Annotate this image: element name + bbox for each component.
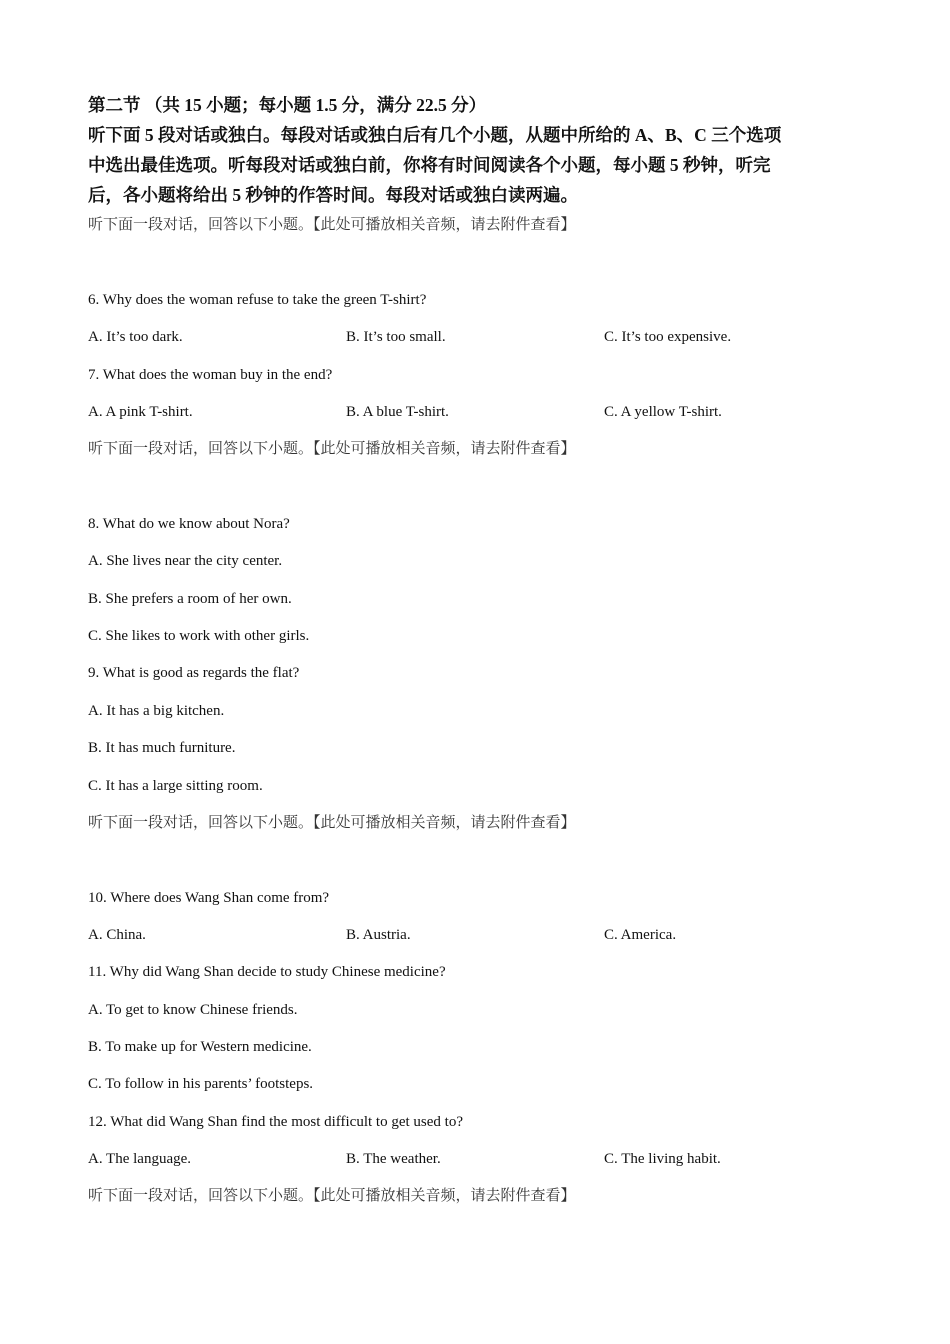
question-7-option-a: A. A pink T-shirt. — [88, 404, 193, 420]
question-10-option-c: C. America. — [604, 927, 677, 943]
question-12-option-c: C. The living habit. — [604, 1151, 721, 1167]
question-11-option-c: C. To follow in his parents’ footsteps. — [88, 1076, 314, 1092]
question-8-option-c: C. She likes to work with other girls. — [88, 628, 310, 644]
audio-prompt: 听下面一段对话，回答以下小题。【此处可播放相关音频，请去附件查看】 — [88, 441, 576, 457]
question-12-option-b: B. The weather. — [346, 1151, 441, 1167]
instruction-line-3: 后，各小题将给出 5 秒钟的作答时间。每段对话或独白读两遍。 — [88, 185, 578, 205]
question-10-option-a: A. China. — [88, 927, 146, 943]
question-12-stem: 12. What did Wang Shan find the most difficult to get used to? — [88, 1114, 463, 1130]
audio-prompt: 听下面一段对话，回答以下小题。【此处可播放相关音频，请去附件查看】 — [88, 1188, 576, 1204]
question-11-stem: 11. Why did Wang Shan decide to study Chinese medicine? — [88, 964, 446, 980]
question-10-stem: 10. Where does Wang Shan come from? — [88, 890, 330, 906]
question-9-stem: 9. What is good as regards the flat? — [88, 665, 300, 681]
question-6-stem: 6. Why does the woman refuse to take the green T-shirt? — [88, 292, 427, 308]
question-8-option-a: A. She lives near the city center. — [88, 553, 283, 569]
question-6-option-a: A. It’s too dark. — [88, 329, 183, 345]
section-title: 第二节 （共 15 小题；每小题 1.5 分，满分 22.5 分） — [88, 95, 487, 115]
question-6-option-c: C. It’s too expensive. — [604, 329, 732, 345]
question-11-option-a: A. To get to know Chinese friends. — [88, 1002, 298, 1018]
question-12-option-a: A. The language. — [88, 1151, 192, 1167]
question-8-option-b: B. She prefers a room of her own. — [88, 591, 292, 607]
question-9-option-b: B. It has much furniture. — [88, 740, 236, 756]
question-10-option-b: B. Austria. — [346, 927, 411, 943]
section-heading — [88, 90, 868, 210]
question-6-option-b: B. It’s too small. — [346, 329, 446, 345]
question-7-option-b: B. A blue T-shirt. — [346, 404, 449, 420]
question-9-option-a: A. It has a big kitchen. — [88, 703, 225, 719]
instruction-line-2: 中选出最佳选项。听每段对话或独白前，你将有时间阅读各个小题，每小题 5 秒钟，听完 — [88, 155, 771, 175]
question-9-option-c: C. It has a large sitting room. — [88, 778, 263, 794]
instruction-line-1: 听下面 5 段对话或独白。每段对话或独白后有几个小题，从题中所给的 A、B、C 三个选项 — [88, 125, 782, 145]
audio-prompt: 听下面一段对话，回答以下小题。【此处可播放相关音频，请去附件查看】 — [88, 815, 576, 831]
question-8-stem: 8. What do we know about Nora? — [88, 516, 290, 532]
question-7-stem: 7. What does the woman buy in the end? — [88, 367, 333, 383]
audio-prompt: 听下面一段对话，回答以下小题。【此处可播放相关音频，请去附件查看】 — [88, 217, 576, 233]
question-11-option-b: B. To make up for Western medicine. — [88, 1039, 312, 1055]
question-7-option-c: C. A yellow T-shirt. — [604, 404, 722, 420]
